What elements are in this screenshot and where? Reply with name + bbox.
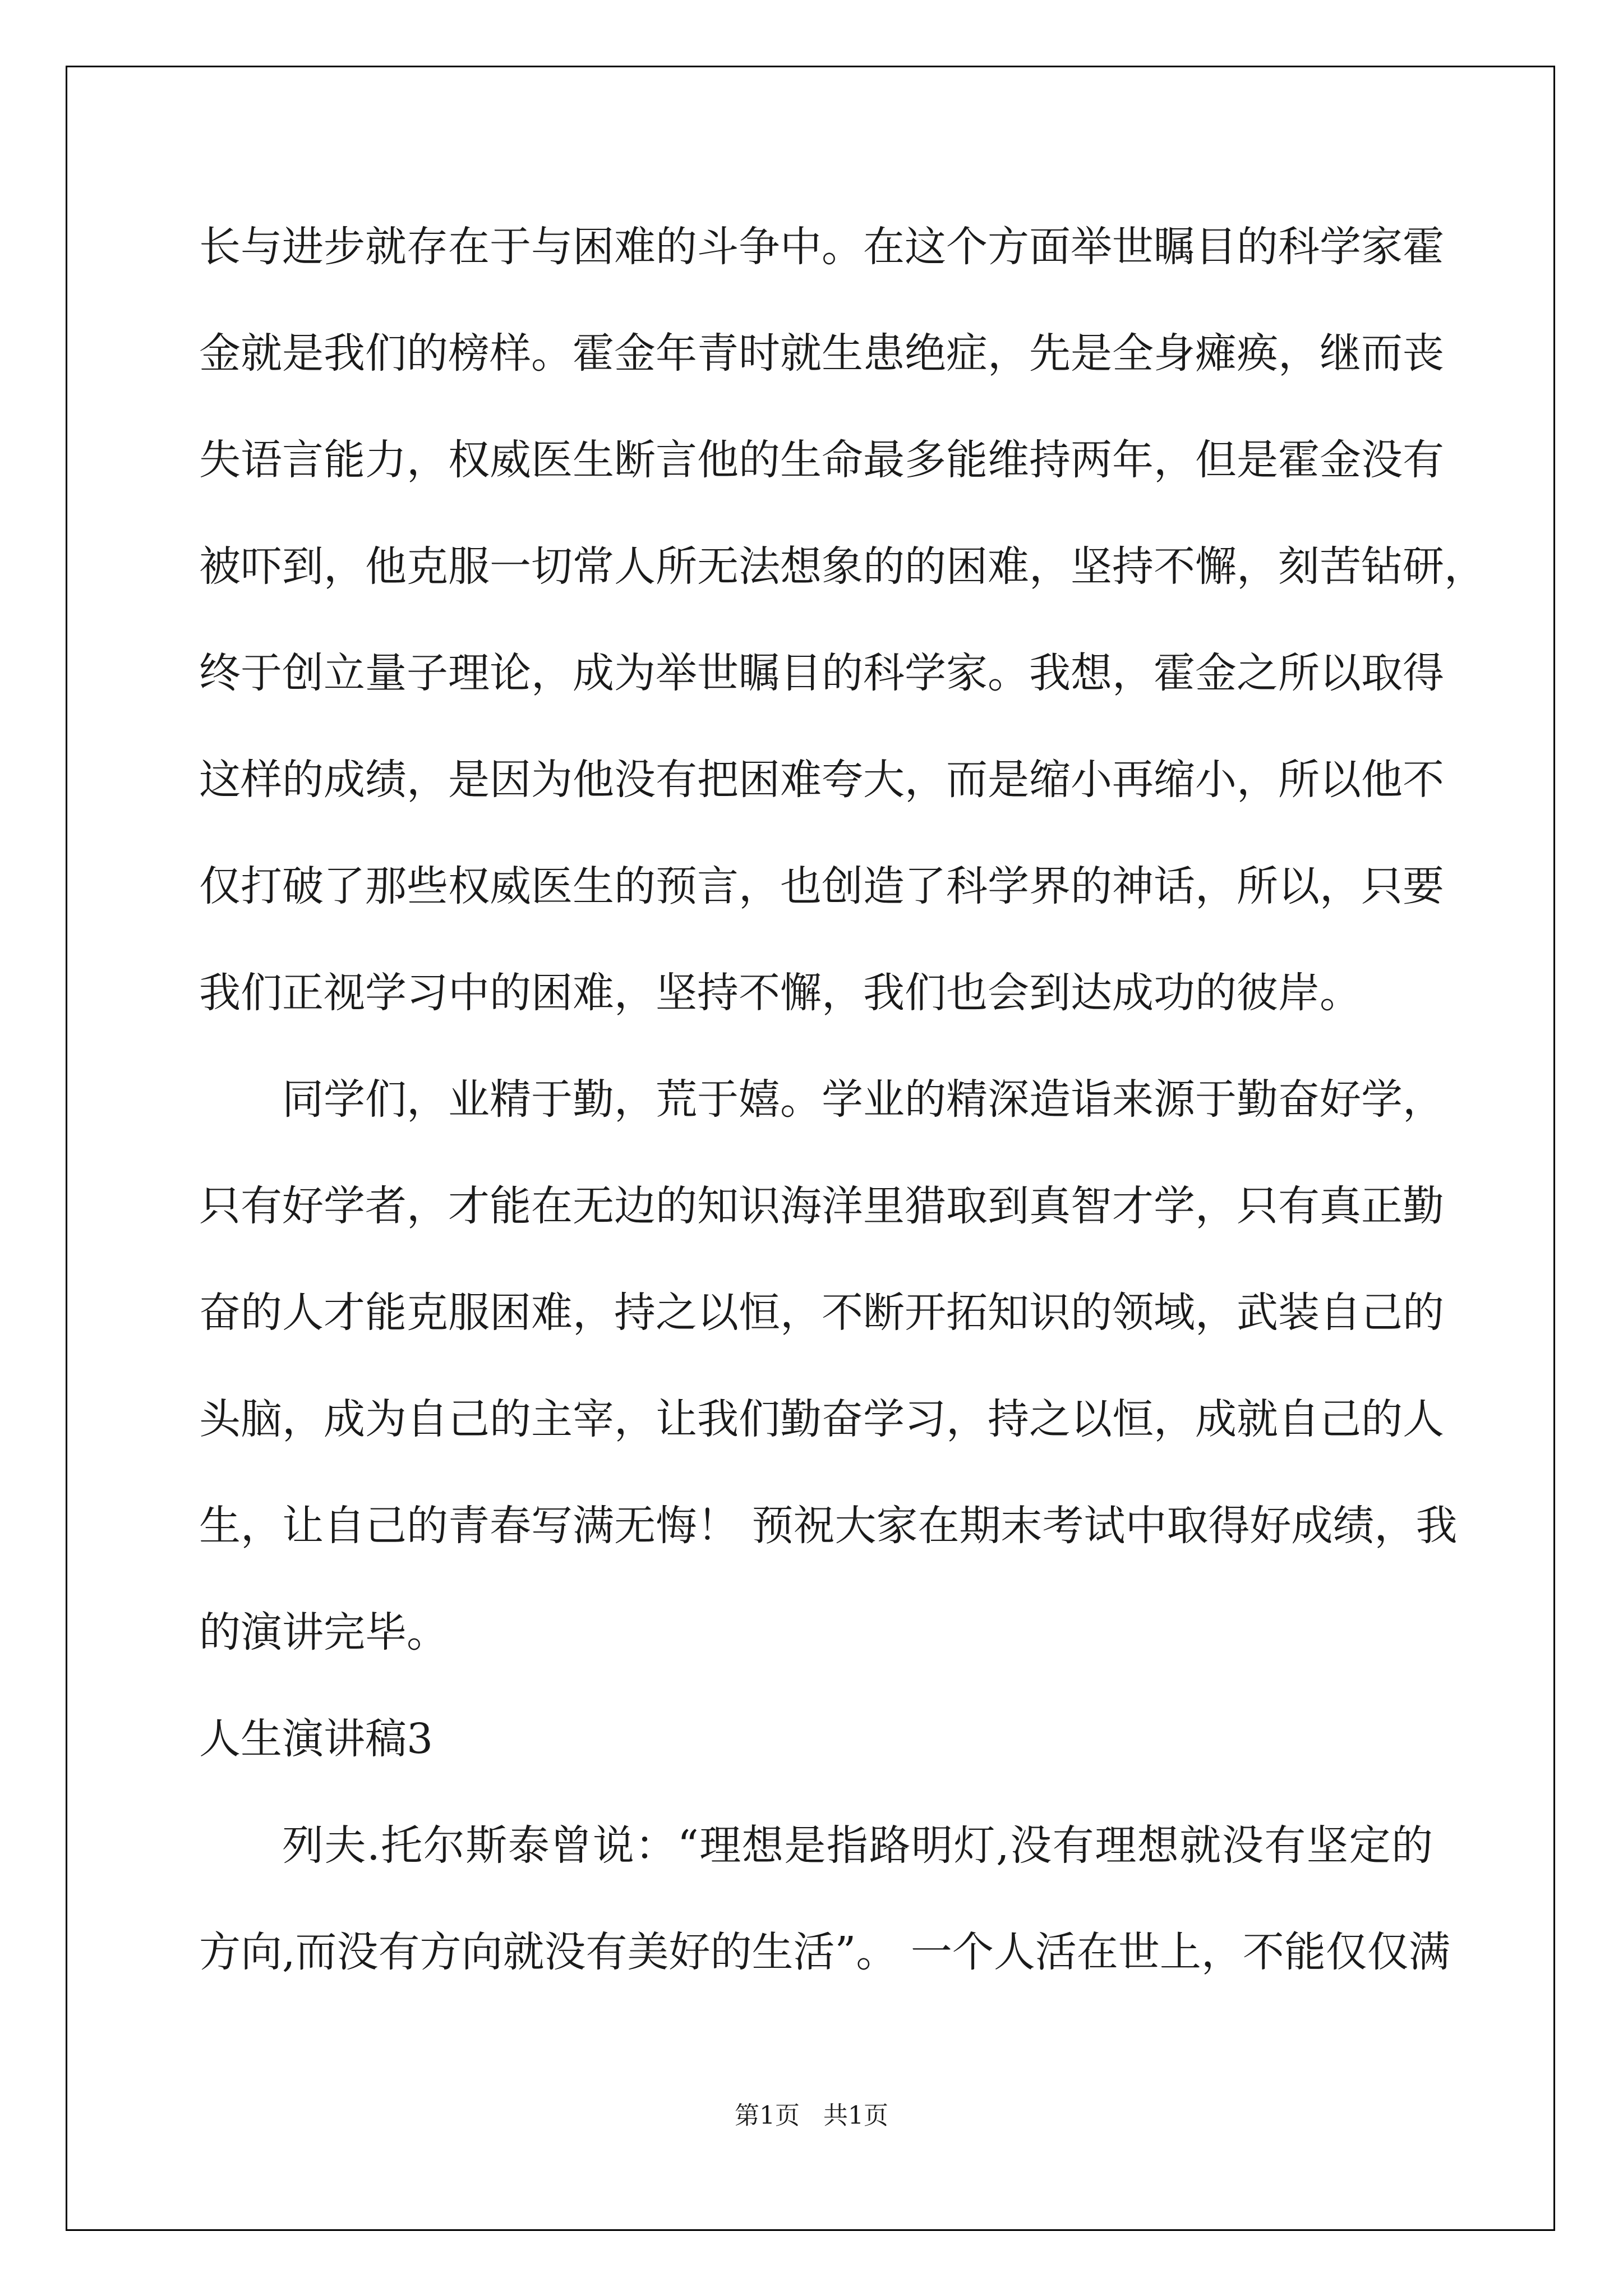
text-line: 终于创立量子理论，成为举世瞩目的科学家。我想，霍金之所以取得 xyxy=(199,649,1444,697)
section-heading: 人生演讲稿3 xyxy=(199,1715,434,1763)
text-line: 方向,而没有方向就没有美好的生活”。 一个人活在世上，不能仅仅满 xyxy=(199,1928,1450,1976)
text-line: 头脑，成为自己的主宰，让我们勤奋学习，持之以恒，成就自己的人 xyxy=(199,1395,1444,1443)
document-body xyxy=(199,213,1486,2025)
text-line: 被吓到，他克服一切常人所无法想象的的困难，坚持不懈，刻苦钻研， xyxy=(199,542,1486,591)
text-line: 这样的成绩，是因为他没有把困难夸大，而是缩小再缩小，所以他不 xyxy=(199,756,1444,804)
text-line: 的演讲完毕。 xyxy=(199,1608,448,1657)
text-line: 仅打破了那些权威医生的预言，也创造了科学界的神话，所以，只要 xyxy=(199,862,1444,910)
text-line: 奋的人才能克服困难，持之以恒，不断开拓知识的领域，武装自己的 xyxy=(199,1289,1444,1337)
text-line: 我们正视学习中的困难，坚持不懈，我们也会到达成功的彼岸。 xyxy=(199,969,1361,1017)
text-line: 列夫.托尔斯泰曾说：“理想是指路明灯,没有理想就没有坚定的 xyxy=(282,1821,1433,1870)
text-line: 长与进步就存在于与困难的斗争中。在这个方面举世瞩目的科学家霍 xyxy=(199,223,1444,271)
text-line: 只有好学者，才能在无边的知识海洋里猎取到真智才学，只有真正勤 xyxy=(199,1182,1444,1230)
text-line: 失语言能力，权威医生断言他的生命最多能维持两年，但是霍金没有 xyxy=(199,436,1444,484)
page-footer: 第1页 共1页 xyxy=(735,2101,888,2130)
text-line: 金就是我们的榜样。霍金年青时就生患绝症，先是全身瘫痪，继而丧 xyxy=(199,329,1444,378)
text-line: 同学们，业精于勤，荒于嬉。学业的精深造诣来源于勤奋好学， xyxy=(282,1075,1444,1124)
text-line: 生，让自己的青春写满无悔！ 预祝大家在期末考试中取得好成绩，我 xyxy=(199,1502,1458,1550)
